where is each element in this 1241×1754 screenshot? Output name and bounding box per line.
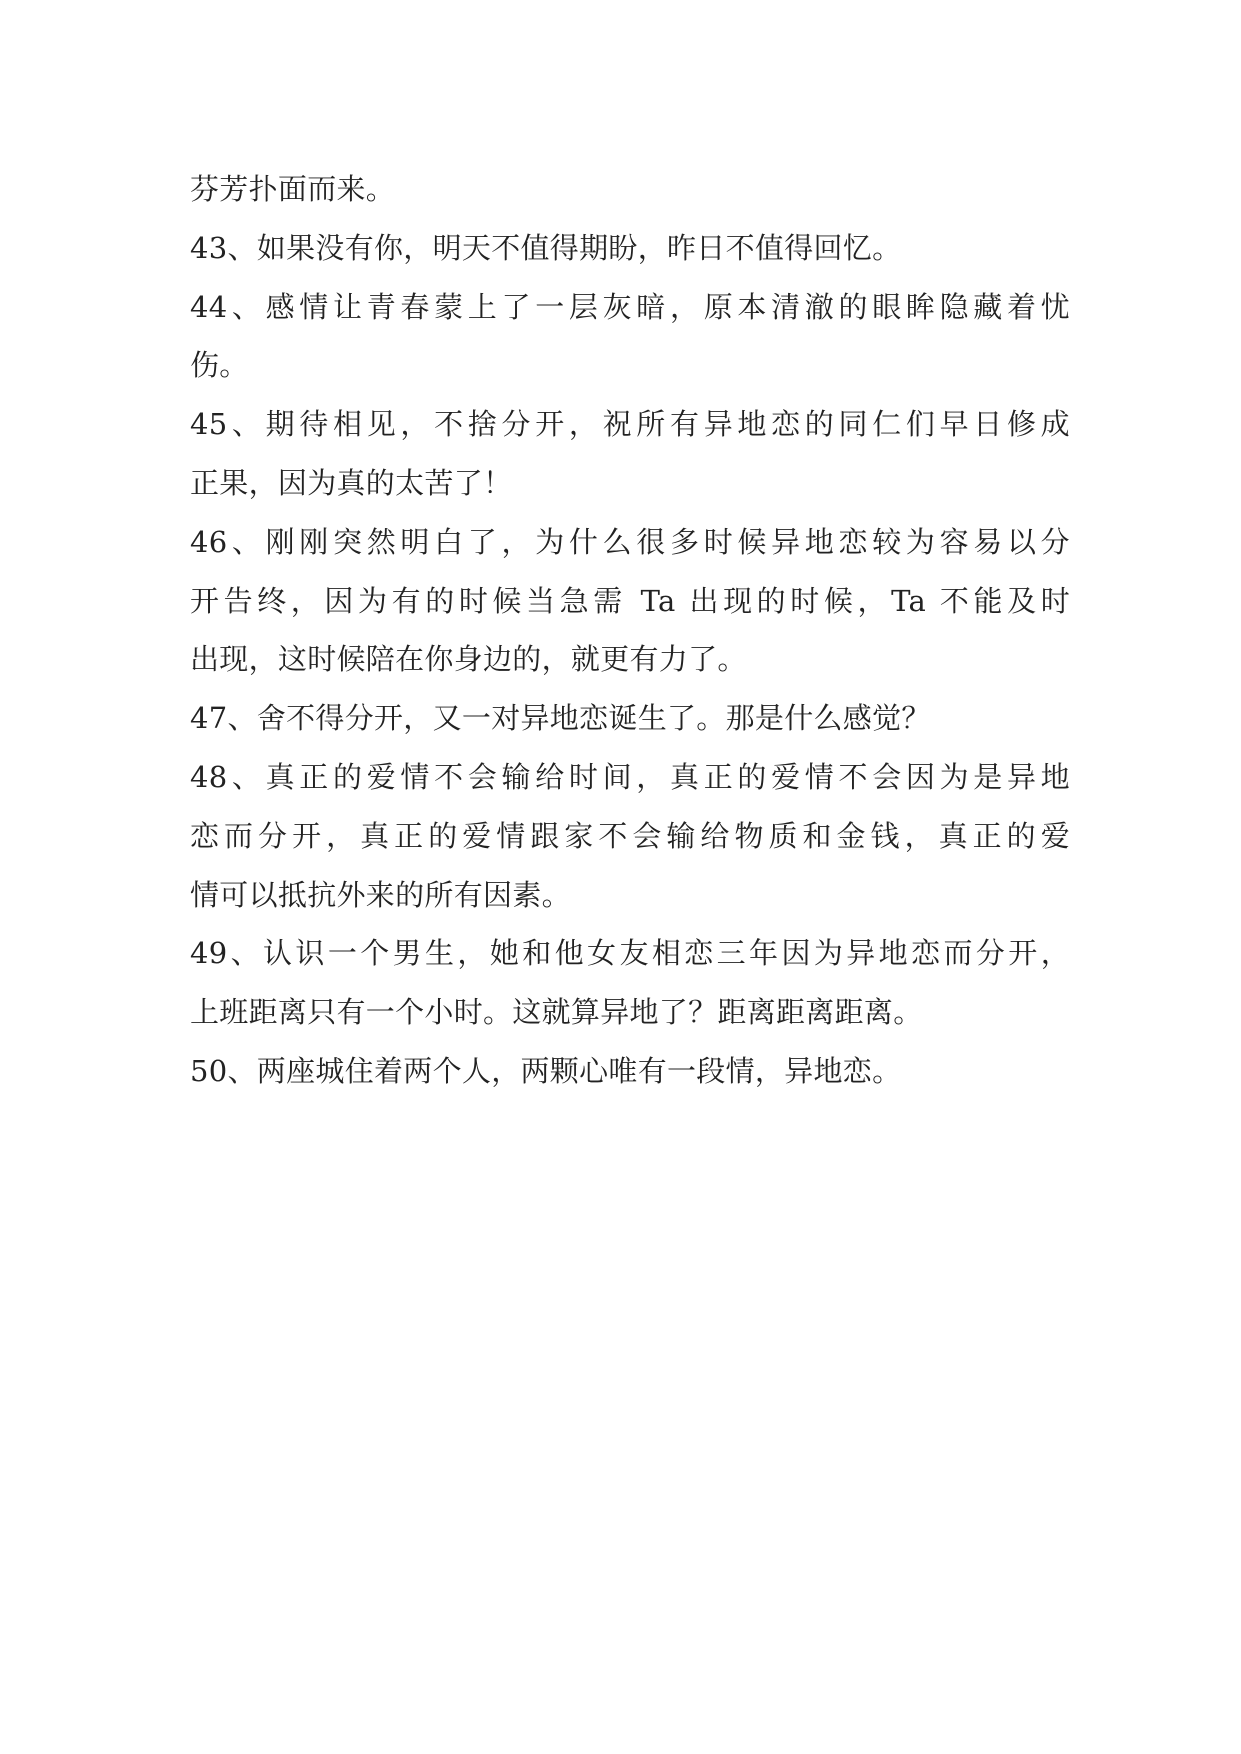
text-line: 44、感情让青春蒙上了一层灰暗，原本清澈的眼眸隐藏着忧 [190,289,1070,324]
text-line: 恋而分开，真正的爱情跟家不会输给物质和金钱，真正的爱 [190,818,1070,853]
text-line: 出现，这时候陪在你身边的，就更有力了。 [190,642,747,677]
text-line: 伤。 [190,348,249,383]
text-line: 49、认识一个男生，她和他女友相恋三年因为异地恋而分开， [190,936,1070,971]
text-line: 正果，因为真的太苦了！ [190,465,513,500]
text-line: 开告终，因为有的时候当急需 Ta 出现的时候，Ta 不能及时 [190,583,1070,618]
text-line: 48、真正的爱情不会输给时间，真正的爱情不会因为是异地 [190,759,1070,794]
text-line: 47、舍不得分开，又一对异地恋诞生了。那是什么感觉？ [190,701,931,736]
text-line: 43、如果没有你，明天不值得期盼，昨日不值得回忆。 [190,230,902,265]
text-line: 情可以抵抗外来的所有因素。 [190,877,571,912]
text-line: 上班距离只有一个小时。这就算异地了？距离距离距离。 [190,995,923,1030]
document-body [190,160,1070,1101]
text-line: 45、期待相见，不捨分开，祝所有异地恋的同仁们早日修成 [190,407,1070,442]
text-line: 46、刚刚突然明白了，为什么很多时候异地恋较为容易以分 [190,524,1070,559]
text-line: 芬芳扑面而来。 [190,172,396,206]
text-line: 50、两座城住着两个人，两颗心唯有一段情，异地恋。 [190,1053,902,1088]
